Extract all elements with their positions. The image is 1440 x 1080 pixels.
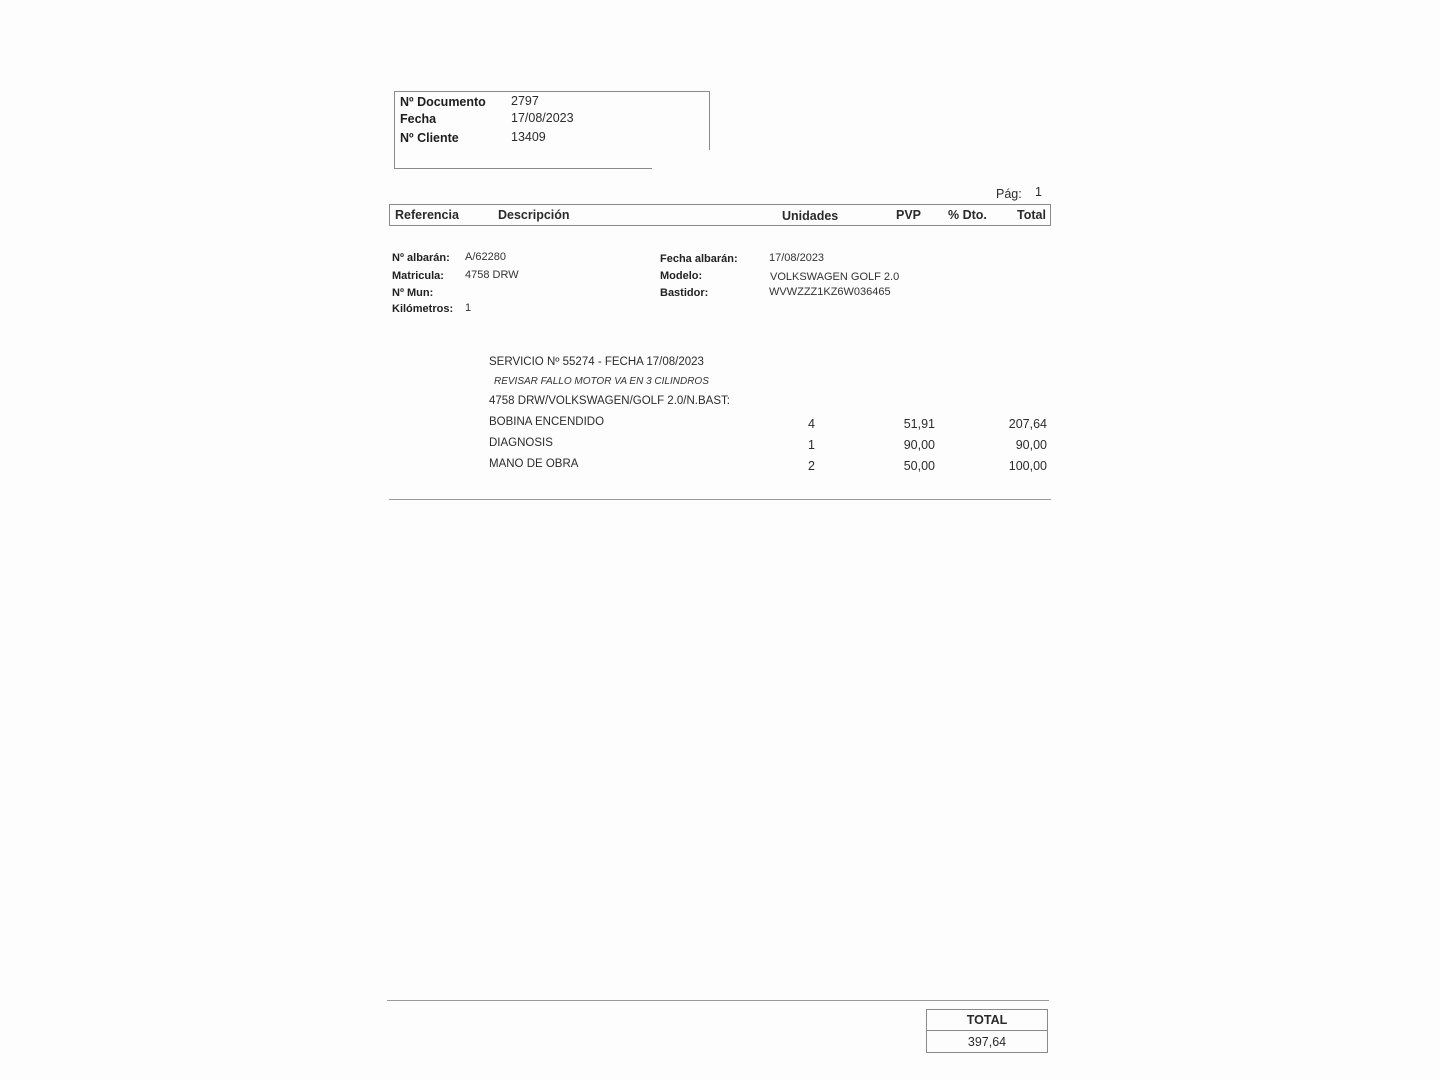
column-discount: % Dto.	[948, 208, 987, 222]
client-number-label: Nº Cliente	[400, 131, 459, 145]
bastidor-value: WVWZZZ1KZ6W036465	[769, 286, 891, 298]
modelo-value: VOLKSWAGEN GOLF 2.0	[770, 271, 900, 283]
line-item-total: 207,64	[1008, 417, 1047, 431]
column-header-row	[389, 204, 1051, 226]
footer-divider	[387, 1000, 1049, 1001]
line-item-description: DIAGNOSIS	[489, 437, 553, 449]
kilometros-label: Kilómetros:	[392, 303, 454, 315]
line-item-description: MANO DE OBRA	[489, 458, 579, 470]
line-item-units: 2	[808, 459, 815, 473]
column-description: Descripción	[498, 208, 570, 222]
bastidor-label: Bastidor:	[660, 287, 709, 299]
line-item-units: 4	[808, 417, 815, 431]
matricula-value: 4758 DRW	[465, 269, 519, 281]
albaran-value: A/62280	[465, 251, 506, 263]
matricula-label: Matricula:	[392, 270, 444, 282]
column-reference: Referencia	[395, 208, 459, 222]
kilometros-value: 1	[465, 302, 472, 314]
redaction-mask	[652, 150, 722, 172]
document-number-value: 2797	[511, 94, 539, 108]
line-item-total: 90,00	[1015, 438, 1047, 452]
date-value: 17/08/2023	[511, 111, 574, 125]
lines-bottom-divider	[389, 499, 1051, 500]
line-item-units: 1	[808, 438, 815, 452]
column-total: Total	[1017, 208, 1046, 222]
albaran-label: Nº albarán:	[392, 252, 450, 264]
line-item-pvp: 90,00	[903, 438, 935, 452]
fecha-albaran-value: 17/08/2023	[769, 252, 825, 264]
page-label: Pág:	[996, 187, 1022, 201]
page-number: 1	[1035, 185, 1042, 199]
client-number-value: 13409	[511, 130, 546, 144]
line-item-pvp: 51,91	[903, 417, 935, 431]
line-item-total: 100,00	[1008, 459, 1047, 473]
mun-label: Nº Mun:	[392, 287, 434, 299]
column-pvp: PVP	[896, 208, 922, 222]
service-note: REVISAR FALLO MOTOR VA EN 3 CILINDROS	[494, 376, 709, 387]
document-number-label: Nº Documento	[400, 95, 486, 109]
line-item-description: BOBINA ENCENDIDO	[489, 416, 605, 428]
total-box	[926, 1009, 1048, 1053]
service-title: SERVICIO Nº 55274 - FECHA 17/08/2023	[489, 356, 704, 368]
service-vehicle: 4758 DRW/VOLKSWAGEN/GOLF 2.0/N.BAST:	[489, 395, 730, 407]
line-item-pvp: 50,00	[903, 459, 935, 473]
total-value: 397,64	[967, 1035, 1007, 1049]
date-label: Fecha	[400, 112, 437, 126]
modelo-label: Modelo:	[660, 270, 703, 282]
total-label: TOTAL	[927, 1010, 1047, 1031]
fecha-albaran-label: Fecha albarán:	[660, 253, 738, 265]
column-units: Unidades	[782, 209, 839, 223]
